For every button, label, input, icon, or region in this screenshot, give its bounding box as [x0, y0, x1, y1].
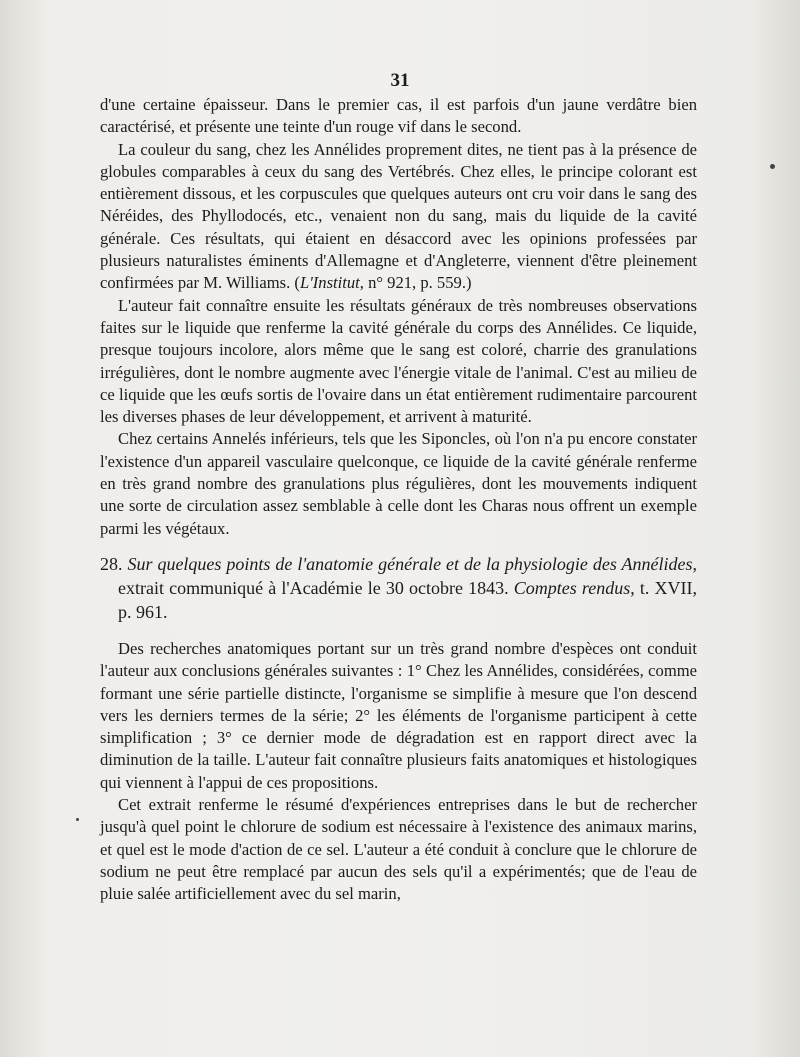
paragraph-blood-color	[100, 139, 697, 295]
paragraph-siponcles: Chez certains Annelés inférieurs, tels que les Siponcles, où l'on n'a pu encore constater l'existence d'un appareil vasculaire quelconque, ce liquide de la cavité générale renferme en très grand nombre des granulations plus régulières, dont les mouvements indiquent une sorte de circulation assez semblable à celle dont les Charas nous offrent un exemple parmi les végétaux.	[100, 429, 697, 538]
citation-journal: L'Institut	[299, 273, 360, 293]
entry-text: , extrait communiqué à l'Académie le 30 octobre 1843.	[118, 553, 697, 598]
citation-open: (	[290, 273, 300, 293]
entry-number: 28.	[100, 553, 123, 574]
body-text	[100, 94, 697, 906]
paragraph-blood-color-text: La couleur du sang, chez les Annélides proprement dites, ne tient pas à la présence de globules comparables à ceux du sang des Vertébrés. Chez elles, le principe colorant est entièrement dissous, et les corpuscules que quelques auteurs ont cru voir dans le sang des Néréides, des Phyllodocés, etc., venaient non du sang, mais du liquide de la cavité générale. Ces résultats, qui étaient en désaccord avec les opinions professées par plusieurs naturalistes éminents d'Allemagne et d'Angleterre, viennent d'être pleinement confirmées par M. Williams.	[100, 139, 697, 293]
paragraph-continuation: d'une certaine épaisseur. Dans le premier cas, il est parfois d'un jaune verdâtre bien caractérisé, et présente une teinte d'un rouge vif dans le second.	[100, 95, 697, 137]
page-number: 31	[390, 70, 410, 91]
entry-source: Comptes rendus	[513, 577, 631, 598]
ink-spot	[770, 164, 775, 169]
ink-spot	[76, 818, 79, 821]
paragraph-anatomical-research: Des recherches anatomiques portant sur un très grand nombre d'espèces ont conduit l'auteur aux conclusions générales suivantes : 1° Chez les Annélides, considérées, comme formant une série partielle distincte, l'organisme se simplifie à mesure que l'on descend vers les derniers termes de la série; 2° les éléments de l'organisme participent à cette simplification ; 3° ce dernier mode de dégradation est en rapport direct avec la diminution de la taille. L'auteur fait connaître plusieurs faits anatomiques et histologiques qui viennent à l'appui de ces propositions.	[100, 638, 697, 792]
citation-ref: , n° 921, p. 559.)	[359, 273, 472, 293]
entry-title: Sur quelques points de l'anatomie générale et de la physiologie des Annélides	[127, 553, 693, 574]
paragraph-sodium-chloride: Cet extrait renferme le résumé d'expériences entreprises dans le but de rechercher jusqu'à quel point le chlorure de sodium est nécessaire à l'existence des animaux marins, et quel est le mode d'action de ce sel. L'auteur a été conduit à conclure que le chlorure de sodium ne peut être remplacé par aucun des sels qu'il a expérimentés; que de l'eau de pluie salée artificiellement avec du sel marin,	[100, 795, 697, 904]
paragraph-cavity-liquid: L'auteur fait connaître ensuite les résultats généraux de très nombreuses observations faites sur le liquide que renferme la cavité générale du corps des Annélides. Ce liquide, presque toujours incolore, alors même que le sang est coloré, charrie des granulations irrégulières, dont le nombre augmente avec l'énergie vitale de l'animal. C'est au milieu de ce liquide que les œufs sortis de l'ovaire dans un état entièrement rudimentaire parcourent les diverses phases de leur développement, et arrivent à maturité.	[100, 295, 697, 427]
entry-heading	[100, 552, 697, 624]
entry-source-ref: , t. XVII, p. 961.	[118, 577, 697, 622]
